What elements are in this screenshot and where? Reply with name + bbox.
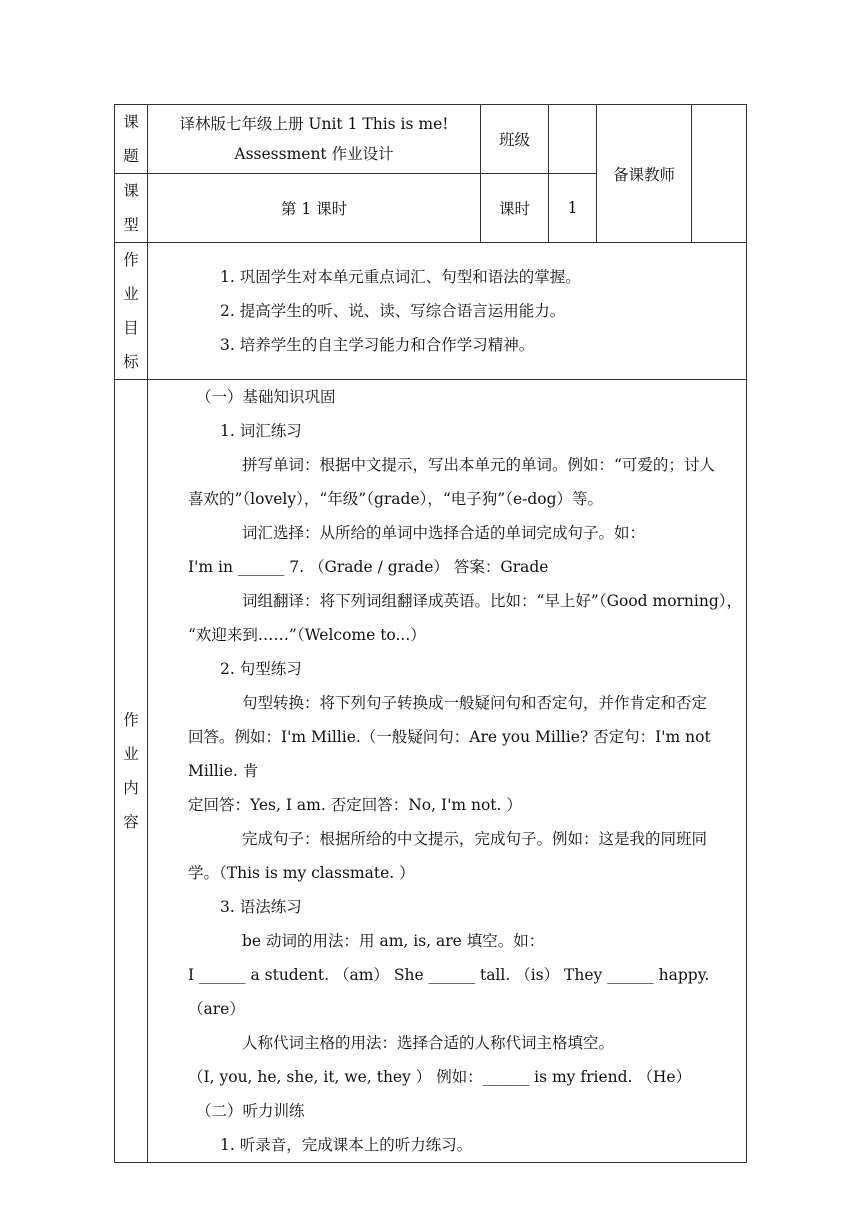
content-line: I ______ a student. （am） She ______ tall. （is） They ______ happy. （are） (188, 966, 710, 1018)
type-label: 课 型 (115, 174, 148, 243)
content-line: 2. 句型练习 (220, 660, 302, 678)
content-line: 人称代词主格的用法：选择合适的人称代词主格填空。 (242, 1034, 615, 1052)
content-line: 定回答：Yes, I am. 否定回答：No, I'm not. ） (188, 796, 522, 814)
goals-label: 作 业 目 标 (115, 243, 148, 380)
content-line: 词组翻译：将下列词组翻译成英语。比如：“早上好”（Good morning）， (242, 592, 743, 610)
content-line: 1. 听录音，完成课本上的听力练习。 (220, 1136, 473, 1154)
content-line: 1. 词汇练习 (220, 422, 302, 440)
content-line: 句型转换：将下列句子转换成一般疑问句和否定句，并作肯定和否定 (242, 694, 708, 712)
content-line: “欢迎来到……”（Welcome to...） (188, 626, 426, 644)
teacher-label: 备课教师 (597, 105, 692, 243)
goal-item: 2. 提高学生的听、说、读、写综合语言运用能力。 (220, 302, 566, 320)
class-value (549, 105, 597, 174)
teacher-value (692, 105, 747, 243)
goals-row (115, 243, 747, 380)
period-value: 1 (549, 174, 597, 243)
homework-plan-table (114, 104, 747, 1163)
topic-row (115, 105, 747, 174)
period-label: 课时 (481, 174, 549, 243)
content-line: 拼写单词：根据中文提示，写出本单元的单词。例如：“可爱的；讨人 (242, 456, 715, 474)
content-line: 回答。例如：I'm Millie.（一般疑问句：Are you Millie? 否定句：I'm not Millie. 肯 (188, 728, 711, 780)
goals-list (148, 243, 747, 380)
content-label: 作 业 内 容 (115, 380, 148, 1163)
content-line: （二）听力训练 (196, 1102, 305, 1120)
content-line: 完成句子：根据所给的中文提示，完成句子。例如：这是我的同班同 (242, 830, 708, 848)
class-label: 班级 (481, 105, 549, 174)
homework-content (148, 380, 747, 1163)
goal-item: 3. 培养学生的自主学习能力和合作学习精神。 (220, 336, 535, 354)
content-row (115, 380, 747, 1163)
topic-title: 译林版七年级上册 Unit 1 This is me! Assessment 作业设计 (148, 105, 481, 174)
content-line: 3. 语法练习 (220, 898, 302, 916)
topic-label: 课 题 (115, 105, 148, 174)
content-line: （一）基础知识巩固 (196, 388, 336, 406)
content-line: 学。（This is my classmate. ） (188, 864, 415, 882)
content-line: I'm in ______ 7. （Grade / grade） 答案：Grade (188, 558, 549, 576)
content-line: 词汇选择：从所给的单词中选择合适的单词完成句子。如： (242, 524, 646, 542)
goal-item: 1. 巩固学生对本单元重点词汇、句型和语法的掌握。 (220, 268, 581, 286)
content-line: be 动词的用法：用 am, is, are 填空。如： (242, 932, 545, 950)
content-line: （I, you, he, she, it, we, they ） 例如：______ is my friend. （He） (188, 1068, 692, 1086)
lesson-value: 第 1 课时 (148, 174, 481, 243)
content-line: 喜欢的”（lovely），“年级”（grade），“电子狗”（e-dog）等。 (188, 490, 604, 508)
